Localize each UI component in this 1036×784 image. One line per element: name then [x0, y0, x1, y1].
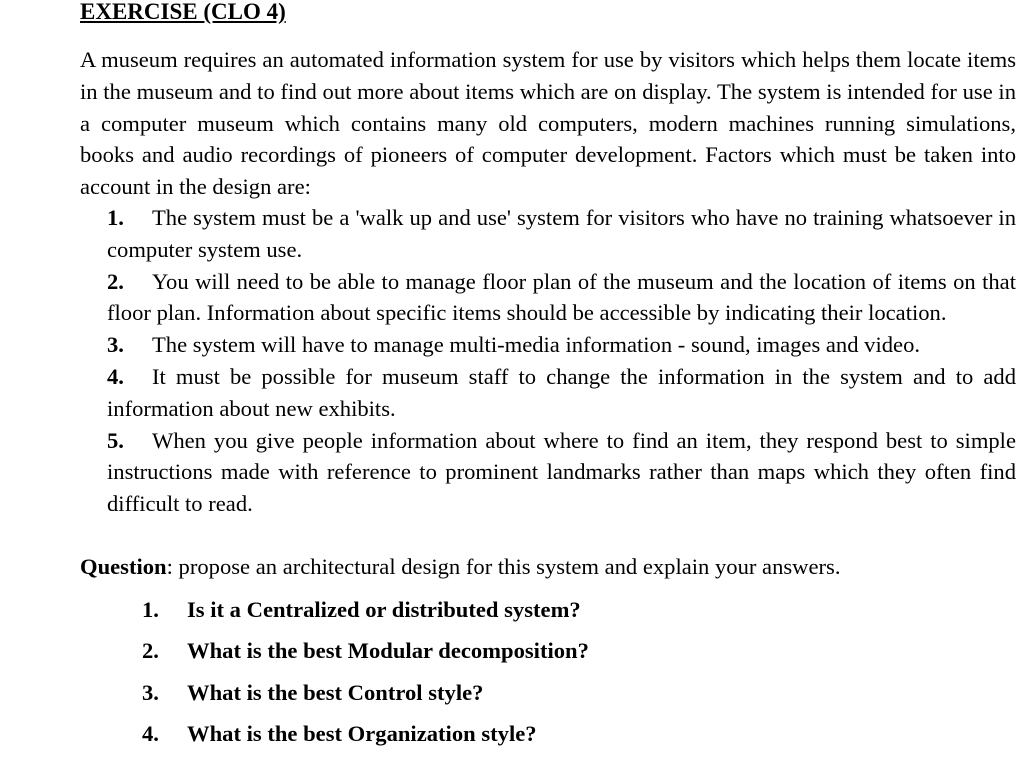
design-factors-list: [107, 202, 1016, 520]
questions-list: [142, 594, 589, 759]
intro-paragraph: A museum requires an automated information system for use by visitors which helps them locate items in the museum and to find out more about items which are on display. The system is intended for use in a computer museum which contains many old computers, modern machines running simulations, books and audio recordings of pioneers of computer development. Factors which must be taken into account in the design are:: [80, 47, 1016, 200]
question-item-2: [142, 635, 589, 676]
factor-text: It must be possible for museum staff to change the information in the system and to add information about new exhibits.: [107, 363, 1016, 421]
factor-item-1: [107, 202, 1016, 266]
question-item-text: Is it a Centralized or distributed system?: [187, 597, 581, 622]
question-prompt: [80, 551, 841, 583]
exercise-title: EXERCISE (CLO 4): [80, 0, 286, 24]
question-text: : propose an architectural design for this system and explain your answers.: [166, 554, 841, 579]
question-number: 4.: [142, 720, 159, 746]
question-number: 3.: [142, 679, 159, 705]
question-number: 2.: [142, 638, 159, 664]
factor-number: 5.: [107, 427, 124, 453]
factor-number: 3.: [107, 332, 124, 358]
factor-text: The system must be a 'walk up and use' system for visitors who have no training whatsoever in computer system use.: [107, 205, 1016, 262]
factor-item-4: [107, 361, 1016, 425]
question-item-text: What is the best Control style?: [187, 679, 484, 705]
factor-number: 4.: [107, 363, 124, 389]
factor-number: 1.: [107, 205, 124, 230]
question-item-4: [142, 718, 589, 759]
question-item-1: [142, 594, 589, 635]
factor-text: You will need to be able to manage floor plan of the museum and the location of items on that floor plan. Information about specific items should be accessible by indicating their location.: [107, 268, 1016, 326]
factor-item-2: [107, 266, 1016, 330]
factor-text: The system will have to manage multi-media information - sound, images and video.: [152, 332, 921, 358]
factor-text: When you give people information about where to find an item, they respond best to simple instructions made with reference to prominent landmarks rather than maps which they often find difficult to read.: [107, 427, 1016, 517]
question-item-text: What is the best Organization style?: [187, 720, 537, 746]
factor-item-3: [107, 329, 1016, 361]
question-number: 1.: [142, 597, 159, 622]
factor-item-5: [107, 425, 1016, 520]
factor-number: 2.: [107, 268, 124, 294]
question-label: Question: [80, 554, 167, 579]
question-item-3: [142, 677, 589, 718]
question-item-text: What is the best Modular decomposition?: [187, 638, 589, 664]
